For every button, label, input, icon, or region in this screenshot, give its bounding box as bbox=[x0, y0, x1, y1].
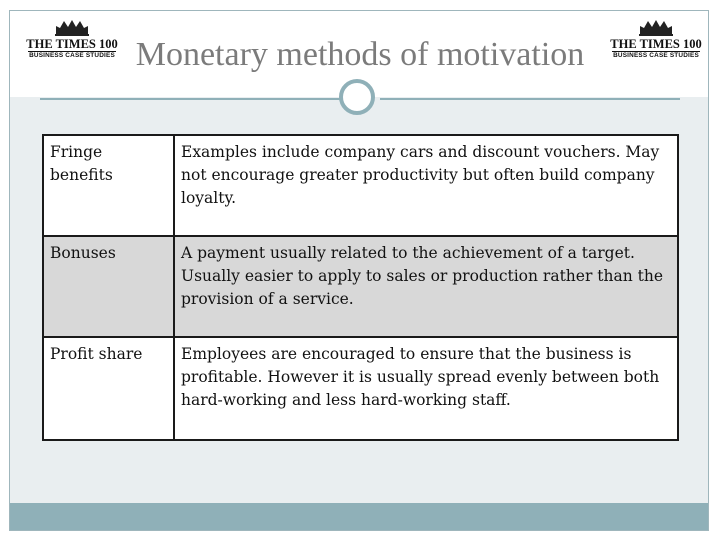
logo-title: THE TIMES 100 bbox=[610, 37, 702, 51]
logo-subtitle: BUSINESS CASE STUDIES bbox=[29, 52, 115, 59]
row-term: Fringe benefits bbox=[43, 135, 174, 236]
row-term: Profit share bbox=[43, 337, 174, 440]
title-divider-left bbox=[40, 98, 340, 100]
table-row bbox=[43, 236, 678, 337]
row-description: A payment usually related to the achievement of a target. Usually easier to apply to sales or production rather than the provision of a service. bbox=[174, 236, 678, 337]
circle-ornament-icon bbox=[339, 79, 375, 115]
title-divider-right bbox=[380, 98, 680, 100]
logo-title: THE TIMES 100 bbox=[26, 37, 118, 51]
footer-bar bbox=[10, 503, 708, 530]
slide-title: Monetary methods of motivation bbox=[135, 36, 585, 73]
table-row bbox=[43, 337, 678, 440]
logo-subtitle: BUSINESS CASE STUDIES bbox=[613, 52, 699, 59]
motivation-methods-table bbox=[42, 134, 679, 441]
table-row bbox=[43, 135, 678, 236]
row-description: Employees are encouraged to ensure that the business is profitable. However it is usually spread evenly between both hard-working and less hard-working staff. bbox=[174, 337, 678, 440]
row-term: Bonuses bbox=[43, 236, 174, 337]
row-description: Examples include company cars and discount vouchers. May not encourage greater productivity but often build company loyalty. bbox=[174, 135, 678, 236]
